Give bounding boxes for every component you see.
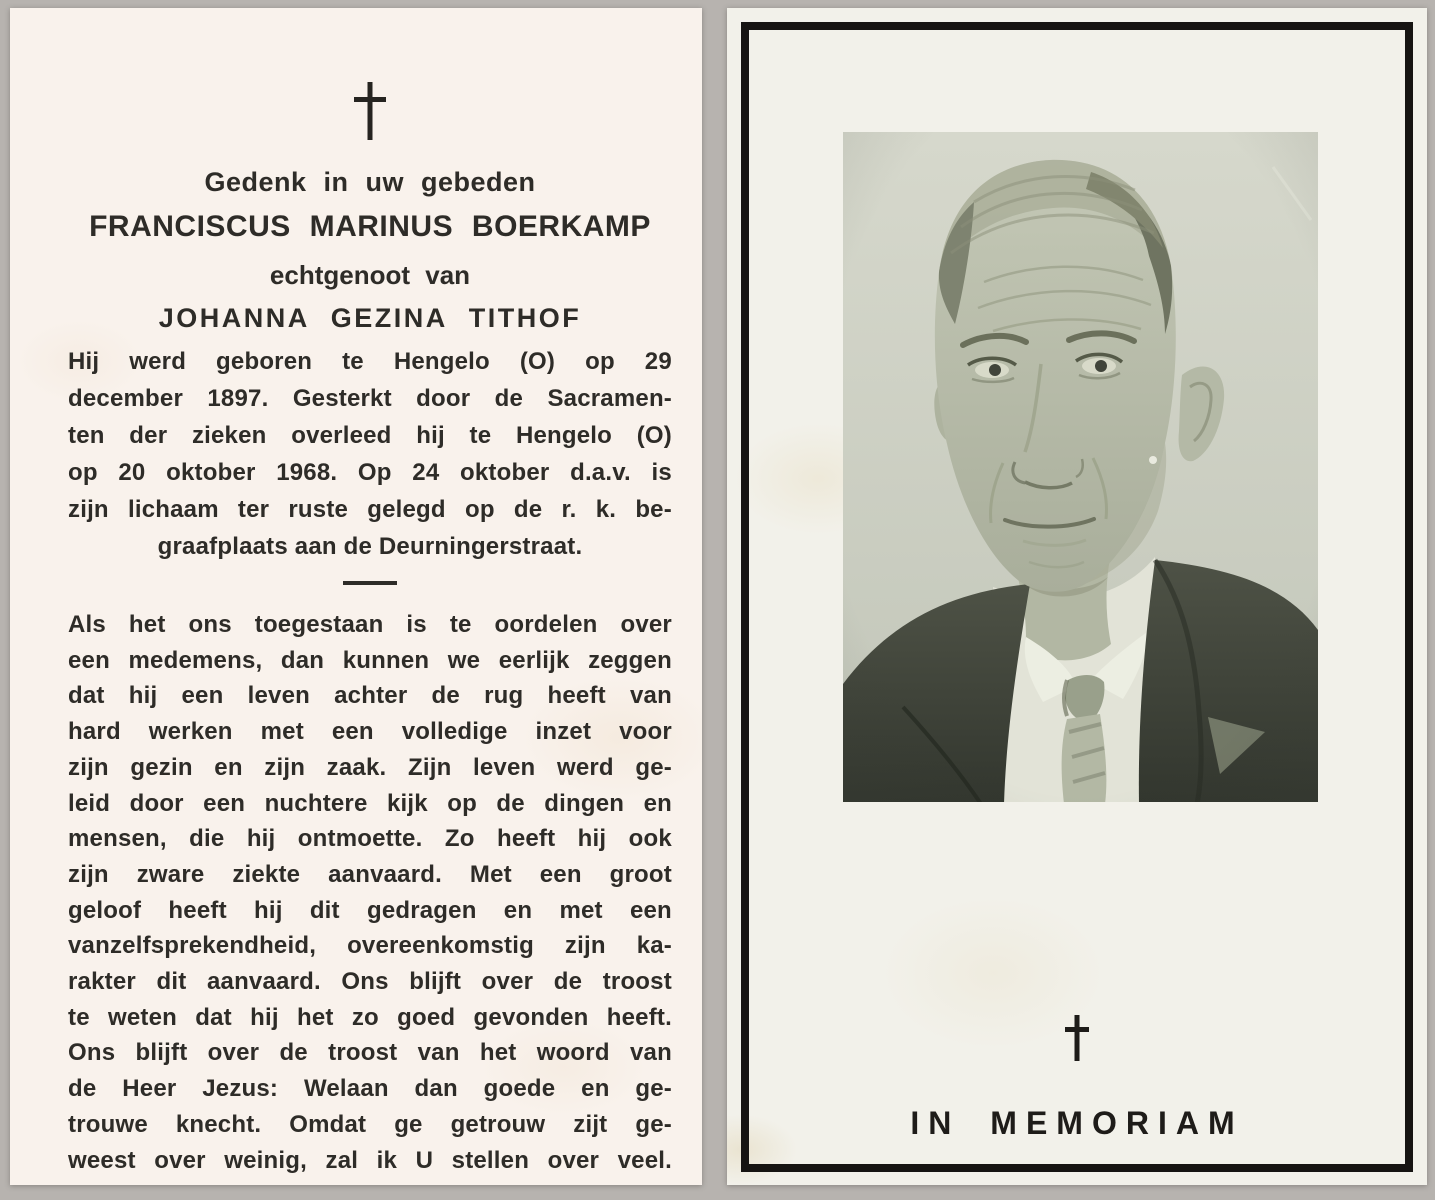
text-line: Ons blijft over de troost van het woord van bbox=[68, 1039, 672, 1067]
section-divider bbox=[343, 581, 397, 585]
relation-line: echtgenoot van bbox=[269, 260, 471, 290]
text-line: weest over weinig, zal ik U stellen over veel. bbox=[68, 1146, 672, 1174]
text-line: dat hij een leven achter de rug heeft van bbox=[68, 682, 672, 710]
text-line: op 20 oktober 1968. Op 24 oktober d.a.v. is bbox=[68, 459, 672, 486]
text-line: de Heer Jezus: Welaan dan goede en ge- bbox=[68, 1075, 672, 1103]
memorial-title: IN MEMORIAM bbox=[910, 1105, 1244, 1141]
text-line: trouwe knecht. Omdat ge getrouw zijt ge- bbox=[68, 1110, 672, 1138]
dedication-line: Gedenk in uw gebeden bbox=[204, 167, 536, 197]
text-line: leid door een nuchtere kijk op de dingen en bbox=[68, 789, 672, 817]
text-line: te weten dat hij het zo goed gevonden heeft. bbox=[68, 1003, 672, 1031]
text-line: vanzelfsprekendheid, overeenkomstig zijn ka- bbox=[68, 932, 672, 960]
text-line: mensen, die hij ontmoette. Zo heeft hij ook bbox=[68, 825, 672, 853]
latin-cross-icon bbox=[354, 82, 386, 140]
biography-paragraph bbox=[68, 343, 672, 565]
portrait-photo bbox=[843, 132, 1318, 802]
text-line: zijn gezin en zijn zaak. Zijn leven werd ge- bbox=[68, 753, 672, 781]
spouse-name: JOHANNA GEZINA TITHOF bbox=[158, 303, 582, 333]
text-line: zijn lichaam ter ruste gelegd op de r. k. be- bbox=[68, 496, 672, 523]
text-line: Hij werd geboren te Hengelo (O) op 29 bbox=[68, 348, 672, 375]
latin-cross-icon bbox=[1065, 1015, 1089, 1061]
text-line: een medemens, dan kunnen we eerlijk zeggen bbox=[68, 646, 672, 674]
text-line: ten der zieken overleed hij te Hengelo (O) bbox=[68, 422, 672, 449]
portrait-svg bbox=[843, 132, 1318, 802]
text-line: rakter dit aanvaard. Ons blijft over de troost bbox=[68, 968, 672, 996]
text-line: graafplaats aan de Deurningerstraat. bbox=[157, 533, 583, 560]
text-line: zijn zware ziekte aanvaard. Met een groot bbox=[68, 860, 672, 888]
text-line: geloof heeft hij dit gedragen en met een bbox=[68, 896, 672, 924]
deceased-name: FRANCISCUS MARINUS BOERKAMP bbox=[89, 210, 651, 243]
text-line: december 1897. Gesterkt door de Sacramen- bbox=[68, 385, 672, 412]
text-line: hard werken met een volledige inzet voor bbox=[68, 718, 672, 746]
prayer-card-photo-side bbox=[727, 8, 1427, 1185]
prayer-card-text-side bbox=[10, 8, 702, 1185]
eulogy-paragraph bbox=[68, 607, 672, 1178]
text-line: Als het ons toegestaan is te oordelen over bbox=[68, 611, 672, 638]
